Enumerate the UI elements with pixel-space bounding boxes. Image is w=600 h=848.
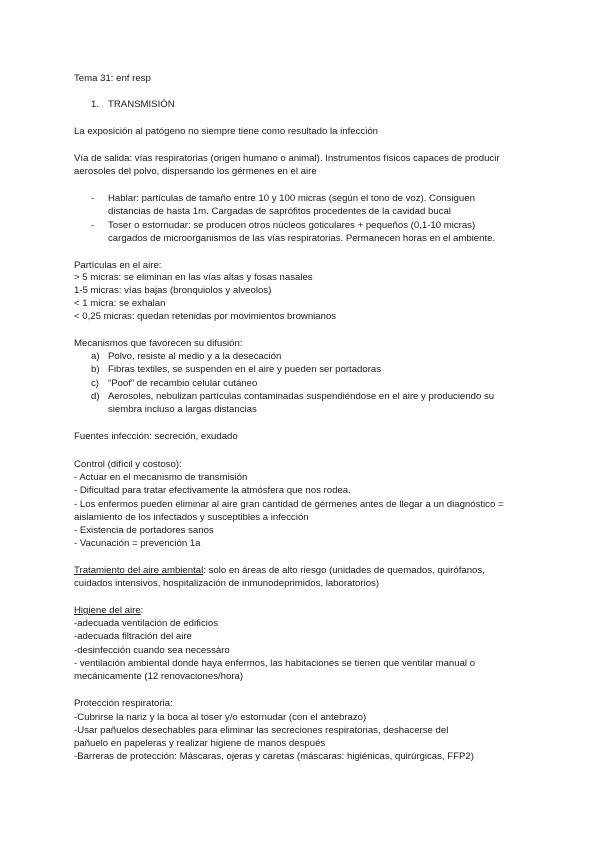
particulas-item: < 0,25 micras: quedan retenidas por movimientos brownianos <box>74 311 337 322</box>
higiene-label: Higiene del aire <box>74 605 141 616</box>
via-salida-line-2: aerosoles del polvo, dispersando los gérmenes en el aire <box>74 166 317 177</box>
control-item: - Existencia de portadores sanos <box>74 525 214 536</box>
control-item: - Dificultad para tratar efectivamente la atmósfera que nos rodea. <box>74 485 351 496</box>
via-salida-line-1: Vía de salida: vías respiratorias (origen humano o animal). Instrumentos físicos capaces de producir <box>74 153 500 164</box>
tratamiento-line-1: Tratamiento del aire ambiental: solo en áreas de alto riesgo (unidades de quemados, quirófanos, <box>74 565 485 576</box>
particulas-item: > 5 micras: se eliminan en las vías altas y fosas nasales <box>74 272 313 283</box>
control-item: - Actuar en el mecanismo de transmisión <box>74 472 248 483</box>
tratamiento-line-2: cuidados intensivos, hospitalización de inmunodeprimidos, laboratorios) <box>74 578 380 589</box>
document-header: Tema 31: enf resp <box>74 73 151 84</box>
bullet-dash: - <box>91 220 95 231</box>
higiene-item: -desinfección cuando sea necessàro <box>74 645 230 656</box>
bullet-text: Hablar: partículas de tamaño entre 10 y 100 micras (según el tono de voz). Consiguen <box>108 193 475 204</box>
bullet-dash: - <box>91 193 95 204</box>
document-page: Tema 31: enf resp 1. TRANSMISIÓN La exposición al patógeno no siempre tiene como resultado la infección Vía de salida: vías respiratorias (origen humano o animal). Instrumentos físicos capaces de producir aerosoles del polvo, dispersando los gérmenes en el aire - Hablar: partículas de tamaño entre 10 y 100 micras (según el tono de voz). Consiguen distancias de hasta 1m. Cargadas de saprófitos procedentes de la cavidad bucal - Toser o estornudar: se producen otros núcleos goticulares + pequeños (0,1-10 micras) cargados de microorganismos de las vías respiratorias. Permanecen horas en el ambiente. Partículas en el aire: > 5 micras: se eliminan en las vías altas y fosas nasales 1-5 micras: vías bajas (bronquiolos y alveolos) < 1 micra: se exhalan < 0,25 micras: quedan retenidas por movimientos brownianos Mecanismos que favorecen su difusión: a) Polvo, resiste al medio y a la desecación b) Fibras textiles, se suspenden en el aire y pueden ser portadoras c) “Poof” de recambio celular cutáneo d) Aerosoles, nebulizan partículas contaminadas suspendiéndose en el aire y produciendo su siembra incluso a largas distancias Fuentes infección: secreción, exudado Control (difícil y costoso): - Actuar en el mecanismo de transmisión - Dificultad para tratar efectivamente la atmósfera que nos rodea. - Los enfermos pueden eliminar al aire gran cantidad de gérmenes antes de llegar a un diagnóstico = aislamiento de los infectados y susceptibles a infección - Existencia de portadores sanos - Vacunación = prevención 1a Tratamiento del aire ambiental: solo en áreas de alto riesgo (unidades de quemados, quirófanos, cuidados intensivos, hospitalización de inmunodeprimidos, laboratorios) Higiene del aire: -adecuada ventilación de edificios -adecuada filtración del aire -desinfección cuando sea necessàro - ventilación ambiental donde haya enfermos, las habitaciones se tienen que ventilar manual o mecánicamente (12 renovaciones/hora) Protección respiratoria: -Cubrirse la nariz y la boca al toser y/o estornudar (con el antebrazo) -Usar pañuelos desechables para eliminar las secreciones respiratorias, deshacerse del pañuelo en papeleras y realizar higiene de manos después -Barreras de protección: Máscaras, ojeras y caretas (máscaras: higiénicas, quirúrgicas, FFP2) <box>74 73 504 762</box>
proteccion-item: -Cubrirse la nariz y la boca al toser y/o estornudar (con el antebrazo) <box>74 712 367 723</box>
mecanismos-title: Mecanismos que favorecen su difusión: <box>74 338 243 349</box>
particulas-item: 1-5 micras: vías bajas (bronquiolos y alveolos) <box>74 285 272 296</box>
tratamiento-label: Tratamiento del aire ambiental <box>74 565 204 576</box>
higiene-item: -adecuada ventilación de edificios <box>74 618 218 629</box>
control-title: Control (difícil y costoso): <box>74 459 182 470</box>
bullet-text: Toser o estornudar: se producen otros núcleos goticulares + pequeños (0,1-10 micras) <box>108 220 476 231</box>
proteccion-item: -Usar pañuelos desechables para eliminar las secreciones respiratorias, deshacerse del <box>74 725 449 736</box>
section-number: 1. <box>91 99 100 110</box>
fuentes-line: Fuentes infección: secreción, exudado <box>74 431 238 442</box>
higiene-title: Higiene del aire: <box>74 605 144 616</box>
higiene-item: -adecuada filtración del aire <box>74 631 192 642</box>
control-item: - Vacunación = prevención 1a <box>74 538 201 549</box>
intro-paragraph: La exposición al patógeno no siempre tiene como resultado la infección <box>74 126 378 137</box>
control-item: aislamiento de los infectados y susceptibles a infección <box>74 512 309 523</box>
particulas-item: < 1 micra: se exhalan <box>74 298 166 309</box>
proteccion-item: -Barreras de protección: Máscaras, ojeras y caretas (máscaras: higiénicas, quirúrgicas, FFP2) <box>74 751 474 762</box>
proteccion-title: Protección respiratoria: <box>74 698 173 709</box>
section-title: TRANSMISIÓN <box>108 99 175 110</box>
proteccion-item: pañuelo en papeleras y realizar higiene de manos después <box>74 738 326 749</box>
control-item: - Los enfermos pueden eliminar al aire gran cantidad de gérmenes antes de llegar a un diagnóstico = <box>74 499 504 510</box>
higiene-item: - ventilación ambiental donde haya enfermos, las habitaciones se tienen que ventilar manual o <box>74 658 476 669</box>
higiene-item: mecánicamente (12 renovaciones/hora) <box>74 671 244 682</box>
particulas-title: Partículas en el aire: <box>74 260 162 271</box>
